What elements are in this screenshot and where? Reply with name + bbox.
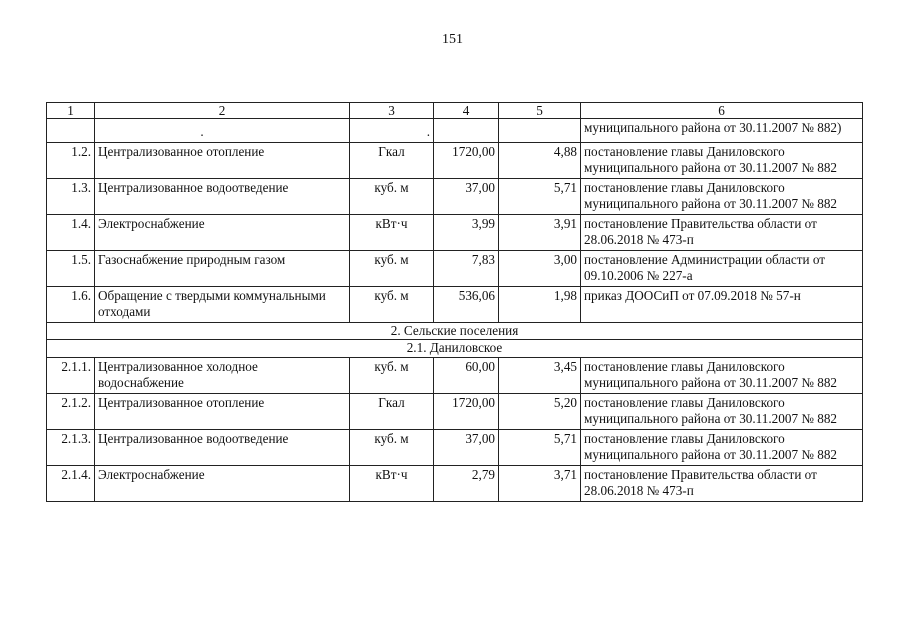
cell-unit: куб. м: [350, 286, 434, 322]
cell-unit: куб. м: [350, 429, 434, 465]
cell-tariff: 4,88: [499, 142, 581, 178]
stray-mark: .: [426, 124, 430, 139]
table-row: [47, 142, 863, 178]
cell-num: 2.1.3.: [47, 429, 95, 465]
table-row: [47, 214, 863, 250]
column-number: 5: [499, 103, 581, 119]
table-row: [47, 393, 863, 429]
cell-volume: 1720,00: [434, 142, 499, 178]
cell-num: 2.1.1.: [47, 357, 95, 393]
cell-volume: 60,00: [434, 357, 499, 393]
subsection-row: [47, 340, 863, 358]
table-row: [47, 465, 863, 501]
cell-doc: постановление Администрации области от 09.10.2006 № 227-а: [581, 250, 863, 286]
cell-volume: 1720,00: [434, 393, 499, 429]
cell-doc: приказ ДООСиП от 07.09.2018 № 57-н: [581, 286, 863, 322]
cell-name: Централизованное отопление: [95, 142, 350, 178]
cell-unit: [350, 119, 434, 143]
column-number: 2: [95, 103, 350, 119]
cell-name: Газоснабжение природным газом: [95, 250, 350, 286]
group2-rows: [47, 357, 863, 501]
cell-num: 1.4.: [47, 214, 95, 250]
table-row: [47, 429, 863, 465]
cell-volume: 3,99: [434, 214, 499, 250]
table-row: [47, 357, 863, 393]
cell-num: [47, 119, 95, 143]
cell-volume: 7,83: [434, 250, 499, 286]
cell-name: Централизованное отопление: [95, 393, 350, 429]
cell-name: [95, 119, 350, 143]
cell-doc: постановление Правительства области от 28.06.2018 № 473-п: [581, 465, 863, 501]
cell-tariff: 5,71: [499, 178, 581, 214]
cell-unit: кВт·ч: [350, 465, 434, 501]
tariff-table: [46, 102, 863, 502]
cell-doc: постановление главы Даниловского муниципального района от 30.11.2007 № 882: [581, 142, 863, 178]
cell-name: Централизованное водоотведение: [95, 178, 350, 214]
cell-name: Централизованное холодное водоснабжение: [95, 357, 350, 393]
cell-num: 2.1.2.: [47, 393, 95, 429]
section-row: [47, 322, 863, 340]
cell-tariff: 3,45: [499, 357, 581, 393]
subsection-title: 2.1. Даниловское: [47, 340, 863, 358]
cell-doc: постановление главы Даниловского муниципального района от 30.11.2007 № 882: [581, 393, 863, 429]
table-row: [47, 286, 863, 322]
stray-mark: .: [200, 124, 204, 139]
cell-tariff: 3,91: [499, 214, 581, 250]
cell-unit: куб. м: [350, 178, 434, 214]
table-row: [47, 250, 863, 286]
page-number: 151: [442, 32, 463, 47]
cell-tariff: 1,98: [499, 286, 581, 322]
cell-volume: 37,00: [434, 178, 499, 214]
cell-doc: постановление главы Даниловского муниципального района от 30.11.2007 № 882: [581, 178, 863, 214]
cell-tariff: [499, 119, 581, 143]
cell-num: 2.1.4.: [47, 465, 95, 501]
cell-volume: 37,00: [434, 429, 499, 465]
column-number: 3: [350, 103, 434, 119]
cell-name: Обращение с твердыми коммунальными отходами: [95, 286, 350, 322]
cell-tariff: 5,20: [499, 393, 581, 429]
cell-tariff: 3,71: [499, 465, 581, 501]
cell-unit: куб. м: [350, 357, 434, 393]
cell-doc: постановление главы Даниловского муниципального района от 30.11.2007 № 882: [581, 429, 863, 465]
cell-volume: 2,79: [434, 465, 499, 501]
cell-volume: [434, 119, 499, 143]
column-number: 4: [434, 103, 499, 119]
cell-num: 1.5.: [47, 250, 95, 286]
group1-rows: [47, 142, 863, 322]
continuation-row: [47, 119, 863, 143]
table-row: [47, 178, 863, 214]
cell-num: 1.2.: [47, 142, 95, 178]
cell-doc: муниципального района от 30.11.2007 № 882): [581, 119, 863, 143]
cell-volume: 536,06: [434, 286, 499, 322]
cell-num: 1.3.: [47, 178, 95, 214]
cell-unit: куб. м: [350, 250, 434, 286]
column-number: 6: [581, 103, 863, 119]
cell-unit: Гкал: [350, 142, 434, 178]
cell-doc: постановление Правительства области от 28.06.2018 № 473-п: [581, 214, 863, 250]
cell-unit: Гкал: [350, 393, 434, 429]
cell-unit: кВт·ч: [350, 214, 434, 250]
cell-tariff: 5,71: [499, 429, 581, 465]
cell-name: Электроснабжение: [95, 465, 350, 501]
column-number: 1: [47, 103, 95, 119]
cell-doc: постановление главы Даниловского муниципального района от 30.11.2007 № 882: [581, 357, 863, 393]
column-number-row: [47, 103, 863, 119]
cell-num: 1.6.: [47, 286, 95, 322]
cell-tariff: 3,00: [499, 250, 581, 286]
cell-name: Централизованное водоотведение: [95, 429, 350, 465]
section-title: 2. Сельские поселения: [47, 322, 863, 340]
cell-name: Электроснабжение: [95, 214, 350, 250]
